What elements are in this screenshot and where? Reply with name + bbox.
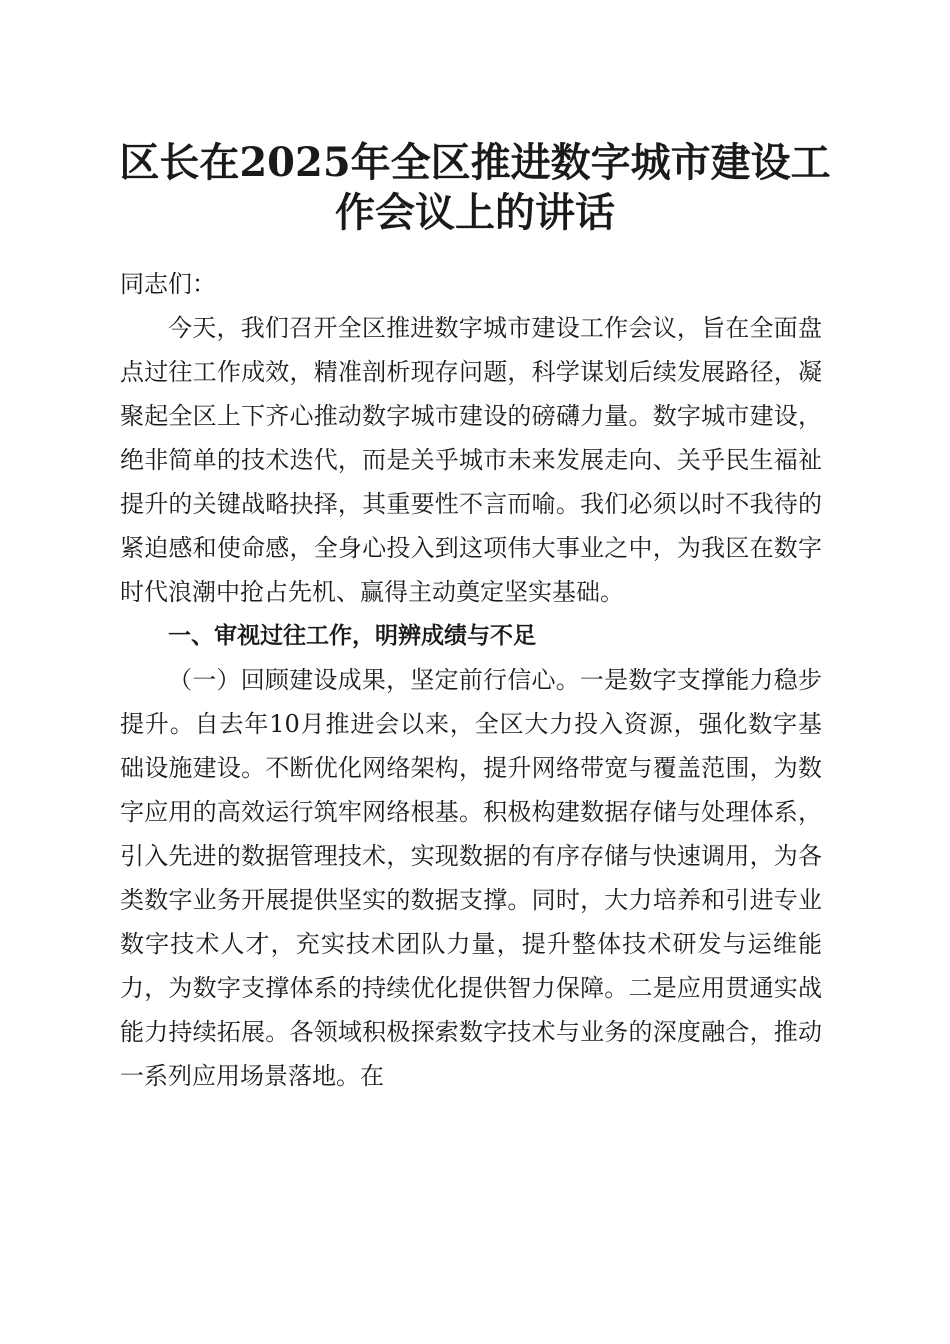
intro-paragraph: 今天，我们召开全区推进数字城市建设工作会议，旨在全面盘点过往工作成效，精准剖析现存问题，科学谋划后续发展路径，凝聚起全区上下齐心推动数字城市建设的磅礴力量。数字城市建设，绝非简单的技术迭代，而是关乎城市未来发展走向、关乎民生福祉提升的关键战略抉择，其重要性不言而喻。我们必须以时不我待的紧迫感和使命感，全身心投入到这项伟大事业之中，为我区在数字时代浪潮中抢占先机、赢得主动奠定坚实基础。: [120, 314, 822, 606]
section-1-paragraph-1: （一）回顾建设成果，坚定前行信心。一是数字支撑能力稳步提升。自去年10月推进会以来，全区大力投入资源，强化数字基础设施建设。不断优化网络架构，提升网络带宽与覆盖范围，为数字应用的高效运行筑牢网络根基。积极构建数据存储与处理体系，引入先进的数据管理技术，实现数据的有序存储与快速调用，为各类数字业务开展提供坚实的数据支撑。同时，大力培养和引进专业数字技术人才，充实技术团队力量，提升整体技术研发与运维能力，为数字支撑体系的持续优化提供智力保障。二是应用贯通实战能力持续拓展。各领域积极探索数字技术与业务的深度融合，推动一系列应用场景落地。在: [120, 666, 822, 1090]
document-title: 区长在2025年全区推进数字城市建设工作会议上的讲话: [119, 139, 831, 236]
salutation: 同志们：: [120, 270, 216, 298]
section-heading-1: 一、审视过往工作，明辨成绩与不足: [168, 623, 536, 649]
document-body: [120, 262, 822, 1098]
